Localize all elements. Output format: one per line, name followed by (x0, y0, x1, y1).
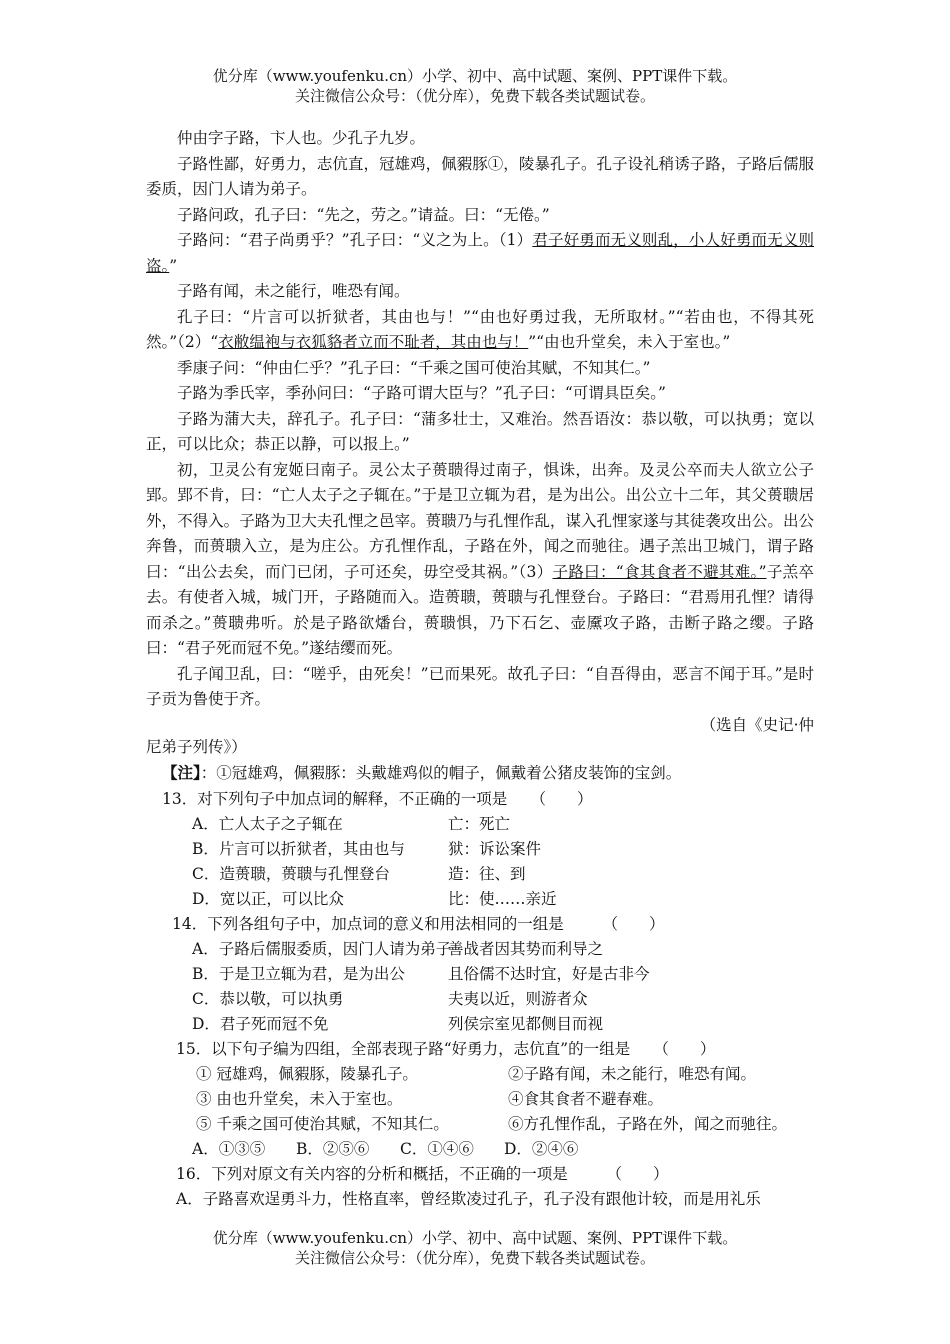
header-line-1: 优分库（www.youfenku.cn）小学、初中、高中试题、案例、PPT课件下载。 (212, 67, 738, 85)
question-15-choices (146, 1137, 814, 1162)
question-15-stem: 15．以下句子编为四组，全部表现子路“好勇力，志伉直”的一组是 （ ） (176, 1039, 716, 1058)
question-14-option: C．恭以敬，可以执勇 夫夷以近，则游者众 (192, 989, 588, 1008)
question-15-item: ③ 由也升堂矣，未入于室也。 ④食其食者不避春难。 (196, 1089, 664, 1108)
footer-line-2: 关注微信公众号：（优分库），免费下载各类试题试卷。 (294, 1249, 655, 1267)
footer-line-1: 优分库（www.youfenku.cn）小学、初中、高中试题、案例、PPT课件下载。 (212, 1229, 738, 1247)
passage-paragraph: 子路性鄙，好勇力，志伉直，冠雄鸡，佩豭豚①，陵暴孔子。孔子设礼稍诱子路，子路后儒服委质，因门人请为弟子。 (146, 154, 814, 198)
underlined-sentence-1: 君子好勇而无义则乱，小人好勇而无义则盗。 (146, 231, 814, 275)
question-14-stem: 14．下列各组句子中，加点词的意义和用法相同的一组是 （ ） (172, 914, 665, 933)
choice-a: A．①③⑤ (192, 1139, 266, 1158)
question-13-option: C．造蒉聩，蒉聩与孔悝登台 造：往、到 (192, 864, 526, 883)
passage-paragraph: 子路有闻，未之能行，唯恐有闻。 (177, 282, 410, 300)
passage-paragraph: 孔子闻卫乱，曰：“嗟乎，由死矣！”已而果死。故孔子曰：“自吾得由，恶言不闻于耳。”是时子贡为鲁使于齐。 (146, 664, 814, 708)
question-14-option: D．君子死而冠不免 列侯宗室见都侧目而视 (192, 1014, 604, 1033)
question-16-option-a: A．子路喜欢逞勇斗力，性格直率，曾经欺凌过孔子，孔子没有跟他计较，而是用礼乐 (176, 1189, 761, 1208)
question-13-stem: 13．对下列句子中加点词的解释，不正确的一项是 （ ） (162, 789, 593, 808)
source-citation: （选自《史记·仲 (700, 715, 814, 734)
passage-paragraph: 子路为蒲大夫，辞孔子。孔子曰：“蒲多壮士，又难治。然吾语汝：恭以敬，可以执勇；宽以正，可以比众；恭正以静，可以报上。” (146, 409, 814, 453)
choice-d: D．②④⑥ (504, 1139, 579, 1158)
question-15-item: ① 冠雄鸡，佩豭豚，陵暴孔子。 ②子路有闻，未之能行，唯恐有闻。 (196, 1064, 757, 1083)
header-line-2: 关注微信公众号：（优分库），免费下载各类试题试卷。 (294, 87, 655, 105)
question-14-option: A．子路后儒服委质，因门人请为弟子 善战者因其势而利导之 (192, 939, 604, 958)
choice-c: C．①④⑥ (400, 1139, 474, 1158)
page-footer (0, 1228, 950, 1268)
passage-paragraph: 季康子问：“仲由仁乎？”孔子曰：“千乘之国可使治其赋，不知其仁。” (177, 358, 651, 377)
passage-paragraph: 孔子曰：“片言可以折狱者，其由也与！”“由也好勇过我，无所取材。”“若由也，不得其死然。”（2）“衣敝缊袍与衣狐貉者立而不耻者，其由也与！”“由也升堂矣，未入于室也。” (146, 307, 814, 351)
page-header (0, 66, 950, 106)
underlined-sentence-3: 子路曰：“食其食者不避其难。” (552, 562, 767, 581)
document-body (146, 126, 814, 1212)
annotation-note: 【注】：①冠雄鸡，佩豭豚：头戴雄鸡似的帽子，佩戴着公猪皮装饰的宝剑。 (162, 763, 682, 782)
passage-paragraph: 子路问：“君子尚勇乎？”孔子曰：“义之为上。（1）君子好勇而无义则乱，小人好勇而无义则盗。” (146, 231, 814, 275)
source-citation-cont: 尼弟子列传》） (146, 737, 247, 756)
question-16-stem: 16．下列对原文有关内容的分析和概括，不正确的一项是 （ ） (176, 1164, 669, 1183)
passage-paragraph: 初，卫灵公有宠姬曰南子。灵公太子蒉聩得过南子，惧诛，出奔。及灵公卒而夫人欲立公子郢。郢不肯，曰：“亡人太子之子辄在。”于是卫立辄为君，是为出公。出公立十二年，其父蒉聩居外，不得入。子路为卫大夫孔悝之邑宰。蒉聩乃与孔悝作乱，谋入孔悝家遂与其徒袭攻出公。出公奔鲁，而蒉聩入立，是为庄公。方孔悝作乱，子路在外，闻之而驰往。遇子羔出卫城门，谓子路曰：“出公去矣，而门已闭，子可还矣，毋空受其祸。”（3）子路曰：“食其食者不避其难。”子羔卒去。有使者入城，城门开，子路随而入。造蒉聩，蒉聩与孔悝登台。子路曰：“君焉用孔悝？请得而杀之。”蒉聩弗听。於是子路欲燔台，蒉聩惧，乃下石乞、壶黡攻子路，击断子路之缨。子路曰：“君子死而冠不免。”遂结缨而死。 (146, 460, 814, 657)
question-13-option: A．亡人太子之子辄在 亡：死亡 (192, 814, 511, 833)
question-13-option: B．片言可以折狱者，其由也与 狱：诉讼案件 (192, 839, 542, 858)
choice-b: B．②⑤⑥ (296, 1139, 370, 1158)
question-14-option: B．于是卫立辄为君，是为出公 且俗儒不达时宜，好是古非今 (192, 964, 650, 983)
passage-paragraph: 子路为季氏宰，季孙问曰：“子路可谓大臣与？”孔子曰：“可谓具臣矣。” (177, 384, 666, 402)
underlined-sentence-2: 衣敝缊袍与衣狐貉者立而不耻者，其由也与！ (218, 333, 529, 351)
question-13-option: D．宽以正，可以比众 比：使……亲近 (192, 889, 557, 908)
passage-paragraph: 子路问政，孔子曰：“先之，劳之。”请益。曰：“无倦。” (177, 205, 550, 224)
question-15-item: ⑤ 千乘之国可使治其赋，不知其仁。 ⑥方孔悝作乱，子路在外，闻之而驰往。 (196, 1114, 788, 1133)
passage-paragraph: 仲由字子路，卞人也。少孔子九岁。 (177, 129, 426, 147)
